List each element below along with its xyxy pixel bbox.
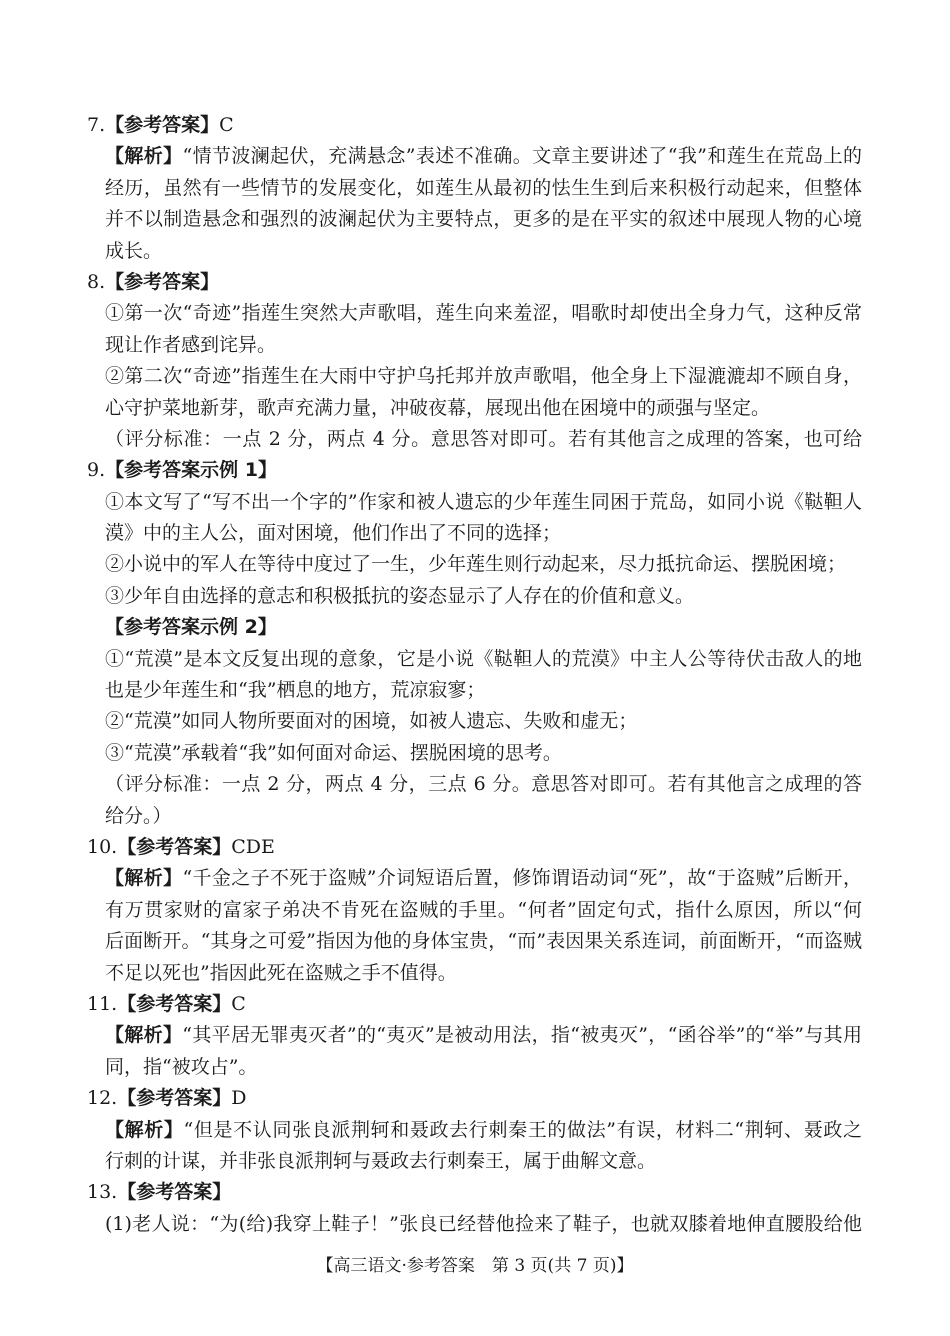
answer-document xyxy=(0,110,950,1240)
q9-line: ①“荒漠”是本文反复出现的意象，它是小说《鞑靼人的荒漠》中主人公等待伏击敌人的地 xyxy=(105,647,862,670)
q10-analysis-line: 不足以死也”指因此死在盗贼之手不值得。 xyxy=(105,961,457,984)
q7-analysis-line: 成长。 xyxy=(105,239,163,262)
q9-scoring: （评分标准：一点 2 分，两点 4 分，三点 6 分。意思答对即可。若有其他言之成理的答 xyxy=(105,773,862,796)
q8-scoring: （评分标准：一点 2 分，两点 4 分。意思答对即可。若有其他言之成理的答案，也可给 xyxy=(105,427,862,450)
q12-heading: 12.【参考答案】D xyxy=(87,1087,247,1110)
page-footer: 【高三语文·参考答案 第 3 页(共 7 页)】 xyxy=(316,1256,634,1276)
q8-heading: 8.【参考答案】 xyxy=(87,270,220,293)
q11-analysis-line: 同，指“被攻占”。 xyxy=(105,1055,258,1078)
q7-heading: 7.【参考答案】C xyxy=(87,114,234,136)
q9-line: ③“荒漠”承载着“我”如何面对命运、摆脱困境的思考。 xyxy=(105,741,562,764)
q7-analysis-line: 【解析】“情节波澜起伏，充满悬念”表述不准确。文章主要讲述了“我”和莲生在荒岛上的 xyxy=(105,145,862,168)
q9-line: ③少年自由选择的意志和积极抵抗的姿态显示了人存在的价值和意义。 xyxy=(105,584,695,607)
q13-line: (1)老人说：“为(给)我穿上鞋子！”张良已经替他捡来了鞋子，也就双膝着地伸直腰股给他 xyxy=(105,1212,862,1235)
q11-heading: 11.【参考答案】C xyxy=(87,992,246,1015)
q9-heading: 9.【参考答案示例 1】 xyxy=(87,459,277,482)
q10-analysis-line: 后面断开。“其身之可爱”指因为他的身体宝贵，“而”表因果关系连词，前面断开，“而盗贼 xyxy=(105,930,862,953)
q8-line: 现让作者感到诧异。 xyxy=(105,333,277,356)
q10-heading: 10.【参考答案】CDE xyxy=(87,835,275,858)
q13-heading: 13.【参考答案】 xyxy=(87,1181,232,1204)
q9-scoring: 给分。） xyxy=(105,804,172,827)
q12-analysis-line: 【解析】“但是不认同张良派荆轲和聂政去行刺秦王的做法”有误，材料二“荆轲、聂政之 xyxy=(105,1118,862,1141)
q9-line: ①本文写了“写不出一个字的”作家和被人遗忘的少年莲生同困于荒岛，如同小说《鞑靼人 xyxy=(105,490,862,513)
q9-line: ②“荒漠”如同人物所要面对的困境，如被人遗忘、失败和虚无； xyxy=(105,710,638,733)
q9-line: 漠》中的主人公，面对困境，他们作出了不同的选择； xyxy=(105,522,562,545)
q9-line: ②小说中的军人在等待中度过了一生，少年莲生则行动起来，尽力抵抗命运、摆脱困境； xyxy=(105,553,847,576)
q10-analysis-line: 【解析】“千金之子不死于盗贼”介词短语后置，修饰谓语动词“死”，故“于盗贼”后断开， xyxy=(105,867,862,890)
q9-example2-heading: 【参考答案示例 2】 xyxy=(105,616,277,639)
q12-analysis-line: 行刺的计谋，并非张良派荆轲与聂政去行刺秦王，属于曲解文意。 xyxy=(105,1149,657,1172)
q8-line: 心守护菜地新芽，歌声充满力量，冲破夜幕，展现出他在困境中的顽强与坚定。 xyxy=(105,396,771,419)
q11-analysis-line: 【解析】“其平居无罪夷灭者”的“夷灭”是被动用法，指“被夷灭”，“函谷举”的“举”与其用 xyxy=(105,1024,862,1047)
q9-line: 也是少年莲生和“我”栖息的地方，荒凉寂寥； xyxy=(105,679,486,702)
q7-analysis-line: 经历，虽然有一些情节的发展变化，如莲生从最初的怯生生到后来积极行动起来，但整体 xyxy=(105,176,862,199)
q8-line: ①第一次“奇迹”指莲生突然大声歌唱，莲生向来羞涩，唱歌时却使出全身力气，这种反常 xyxy=(105,302,862,325)
q10-analysis-line: 有万贯家财的富家子弟决不肯死在盗贼的手里。“何者”固定句式，指什么原因，所以“何 xyxy=(105,898,862,921)
q7-analysis-line: 并不以制造悬念和强烈的波澜起伏为主要特点，更多的是在平实的叙述中展现人物的心境 xyxy=(105,208,862,231)
q8-line: ②第二次“奇迹”指莲生在大雨中守护乌托邦并放声歌唱，他全身上下湿漉漉却不顾自身， xyxy=(105,365,862,388)
